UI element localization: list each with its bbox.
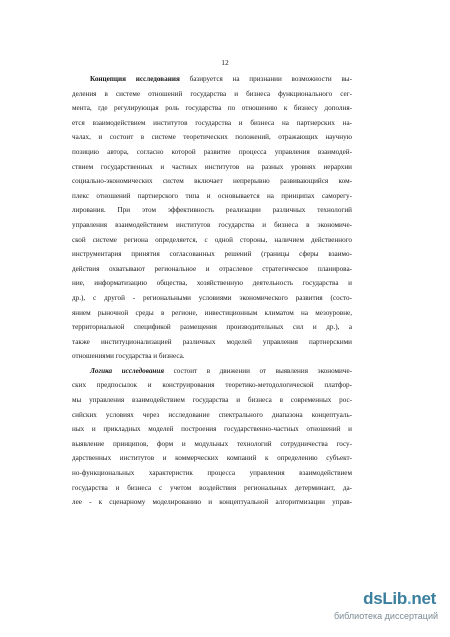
paragraph-1-line: территориальной спецификой размещения производительных сил и др.), а: [72, 323, 352, 332]
paragraph-1-line: социально-экономических систем включает непрерывно развивающийся ком-: [72, 177, 352, 186]
paragraph-2-line: выявление принципов, форм и модульных технологий сотрудничества госу-: [72, 439, 352, 448]
paragraph-2-line: но-функциональных характеристик процесса управления взаимодействием: [72, 469, 352, 478]
paragraph-2-line: ных и прикладных моделей построения государственно-частных отношений и: [72, 425, 352, 434]
paragraph-1-line: лирования. При этом эффективность реализации различных технологий: [72, 206, 352, 215]
paragraph-1-line: чалах, и состоит в системе теоретических положений, отражающих научную: [72, 133, 352, 142]
paragraph-2-line: лее - к сценарному моделированию и концептуальной алгоритмизации управ-: [72, 498, 352, 507]
paragraph-2-line: сийских условиях через исследование спектрального диапазона концептуаль-: [72, 410, 352, 419]
paragraph-1-line: мента, где регулирующая роль государства по отношению к бизнесу дополня-: [72, 104, 352, 113]
paragraph-1-line: янием рыночной среды в регионе, инвестиционным климатом на мезоуровне,: [72, 308, 352, 317]
dslib-logo: dsLib.net: [363, 589, 436, 608]
paragraph-1-line: также институционализацией различных моделей управления партнерскими: [72, 337, 352, 346]
paragraph-1-line: плекс отношений партнерского типа и основывается на принципах саморегу-: [72, 191, 352, 200]
paragraph-1-line: позицию автора, согласно которой развитие процесса управления взаимодей-: [72, 147, 352, 156]
logic-heading: Логика исследования: [90, 366, 165, 375]
paragraph-2-line-1: Логика исследования состоит в движении от выявления экономиче-: [90, 366, 352, 375]
paragraph-1-line: ние, информатизацию общества, хозяйственную деятельность государства и: [72, 279, 352, 288]
paragraph-1-line: управления взаимодействием институтов государства и бизнеса в экономиче-: [72, 220, 352, 229]
watermark-subtitle: библиотека диссертаций: [333, 611, 438, 621]
body-text: [72, 72, 352, 510]
paragraph-1-line: ется взаимодействием институтов государства и бизнеса на партнерских на-: [72, 118, 352, 127]
dslib-watermark: [333, 589, 444, 629]
paragraph-1-line: ствием государственных и частных институтов на разных уровнях иерархии: [72, 162, 352, 171]
paragraph-1-line-1: Концепция исследования базируется на признании возможности вы-: [90, 75, 352, 83]
paragraph-2-line: ских предпосылок и конструирования теоретико-методологической платфор-: [72, 381, 352, 390]
paragraph-1-line: действия охватывают региональное и отраслевое стратегическое планирова-: [72, 264, 352, 273]
paragraph-1-line: др.), с другой - региональными условиями экономического развития (состо-: [72, 293, 352, 302]
paragraph-2-line: государства и бизнеса с учетом воздействия региональных детерминант, да-: [72, 483, 352, 492]
paragraph-1-line: инструментария принятия согласованных решений (границы сферы взаимо-: [72, 250, 352, 259]
paragraph-1-line: отношениями государства и бизнеса.: [72, 352, 185, 361]
paragraph-1-line: деления в системе отношений государства и бизнеса функционального сег-: [72, 89, 352, 98]
concept-heading: Концепция исследования: [90, 75, 180, 83]
page-number: 12: [221, 58, 229, 67]
paragraph-2-line: дарственных институтов и коммерческих компаний к определению субъект-: [72, 454, 352, 463]
paragraph-2-line: мы управления взаимодействием государства и бизнеса в современных рос-: [72, 396, 352, 405]
paragraph-1-line: ской системе региона определяется, с одной стороны, наличием действенного: [72, 235, 352, 244]
